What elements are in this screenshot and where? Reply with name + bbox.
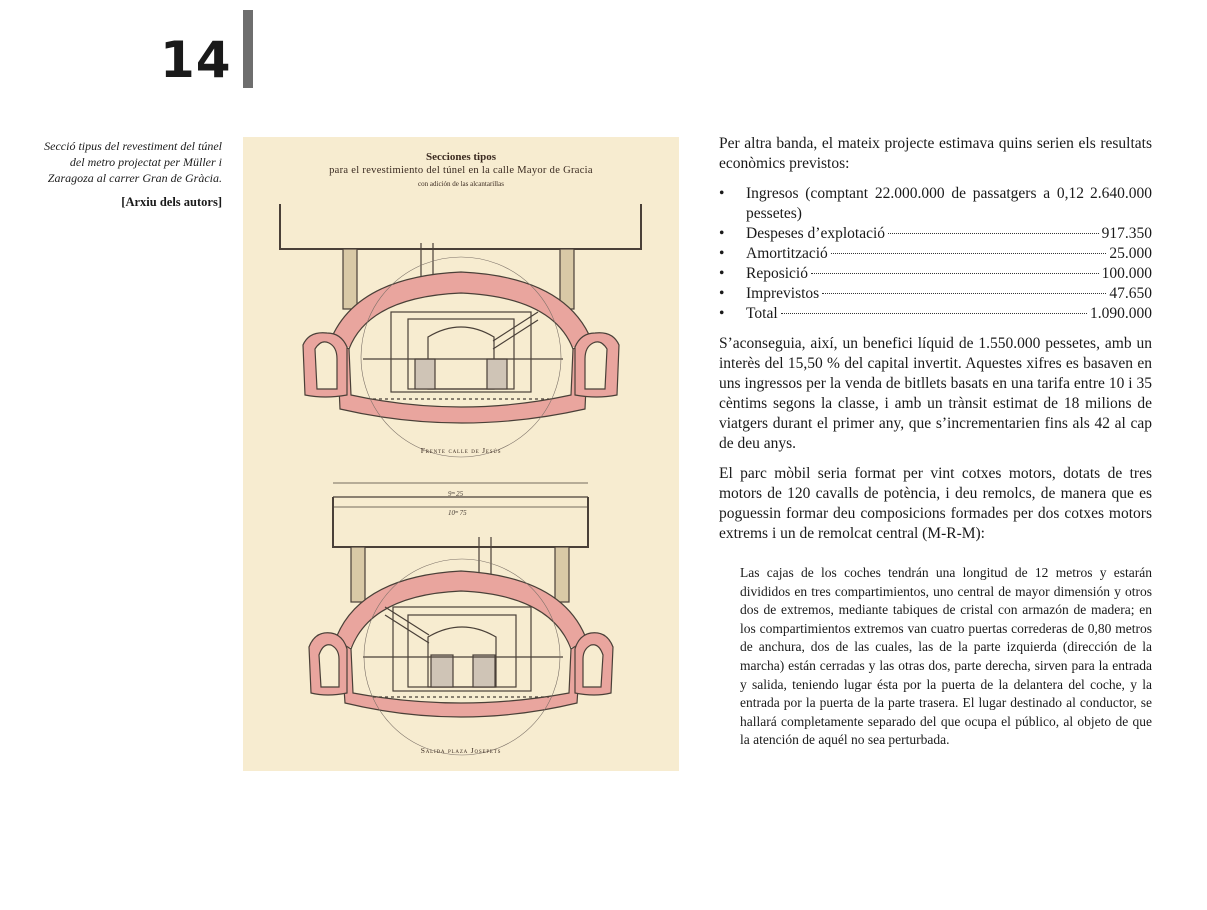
budget-list xyxy=(719,184,1152,324)
bullet: • xyxy=(719,185,725,202)
budget-item xyxy=(719,284,1152,304)
budget-label: Imprevistos xyxy=(746,285,820,302)
budget-item xyxy=(719,224,1152,244)
figure-caption xyxy=(40,138,222,210)
dimension-label: 9ᵐ 25 xyxy=(448,490,464,498)
body-text xyxy=(719,134,1152,750)
budget-value: 917.350 xyxy=(1101,225,1152,242)
paragraph: S’aconseguia, així, un benefici líquid de 1.550.000 pessetes, amb un interès del 15,50 % del capital invertit. Aquestes xifres es basaven en uns ingressos per la venda de bitllets basats en una tarifa entre 10 i 35 cèntims segons la classe, i amb un trànsit estimat de 18 milions de viatgers durant el primer any, que s’incrementarien fins als 42 al cap de deu anys. xyxy=(719,335,1152,452)
budget-label: Total xyxy=(746,305,778,322)
dimension-label: 10ᵐ 75 xyxy=(448,509,467,517)
caption-credit: [Arxiu dels autors] xyxy=(121,195,222,209)
plate-label-bottom: Salida plaza Josepets xyxy=(420,746,502,755)
budget-label: Amortització xyxy=(746,245,828,262)
paragraph: El parc mòbil seria format per vint cotxes motors, dotats de tres motors de 120 cavalls de potència, i deu remolcs, de manera que es poguessin formar deu composicions formades per dos cotxes motors extrems i un de remolcat central (M-R-M): xyxy=(719,465,1152,542)
bullet: • xyxy=(719,285,725,302)
bullet: • xyxy=(719,305,725,322)
intro-paragraph: Per altra banda, el mateix projecte estimava quins serien els resultats econòmics previstos: xyxy=(719,135,1152,172)
plate-note: con adición de las alcantarillas xyxy=(418,180,504,188)
bullet: • xyxy=(719,225,725,242)
tunnel-section-plate xyxy=(243,137,679,771)
budget-item xyxy=(719,184,1152,224)
budget-value: 47.650 xyxy=(1109,285,1152,302)
budget-value: 1.090.000 xyxy=(1090,305,1152,322)
plate-subtitle: para el revestimiento del túnel en la calle Mayor de Gracia xyxy=(329,165,593,176)
bullet: • xyxy=(719,245,725,262)
header-bar xyxy=(243,10,253,88)
budget-label: Despeses d’explotació xyxy=(746,225,886,242)
plate-title: Secciones tipos xyxy=(426,151,496,163)
page-number: 14 xyxy=(160,31,232,89)
budget-item xyxy=(719,244,1152,264)
caption-text: Secció tipus del revestiment del túnel del metro projectat per Müller i Zaragoza al carrer Gran de Gràcia. xyxy=(44,139,222,185)
bullet: • xyxy=(719,265,725,282)
budget-value: 100.000 xyxy=(1101,265,1152,282)
plate-label-top: Frente calle de Jesús xyxy=(420,446,502,455)
block-quote: Las cajas de los coches tendrán una longitud de 12 metros y estarán divididos en tres compartimientos, uno central de mayor dimensión y otros dos de extremos, mediante tabiques de cristal con armazón de madera; en los compartimientos extremos van cuatro puertas correderas de 0,80 metros de anchura, dos de las cuales, las de la parte izquierda (dirección de la marcha) están cerradas y las otras dos, parte derecha, sirven para la entrada y salida, teniendo lugar ésta por la puerta de la delantera del coche, y la entrada por la puerta de la parte trasera. El lugar destinado al conductor, se hallará completamente separado del que ocupa el público, al objeto de que la atención de aquél no sea perturbada. xyxy=(740,565,1152,748)
budget-label: Reposició xyxy=(746,265,808,282)
budget-value: 2.640.000 xyxy=(1090,185,1152,202)
budget-value: 25.000 xyxy=(1109,245,1152,262)
budget-label: Ingresos (comptant 22.000.000 de passatgers a 0,12 pessetes) xyxy=(746,185,1084,222)
budget-item xyxy=(719,304,1152,324)
budget-item xyxy=(719,264,1152,284)
